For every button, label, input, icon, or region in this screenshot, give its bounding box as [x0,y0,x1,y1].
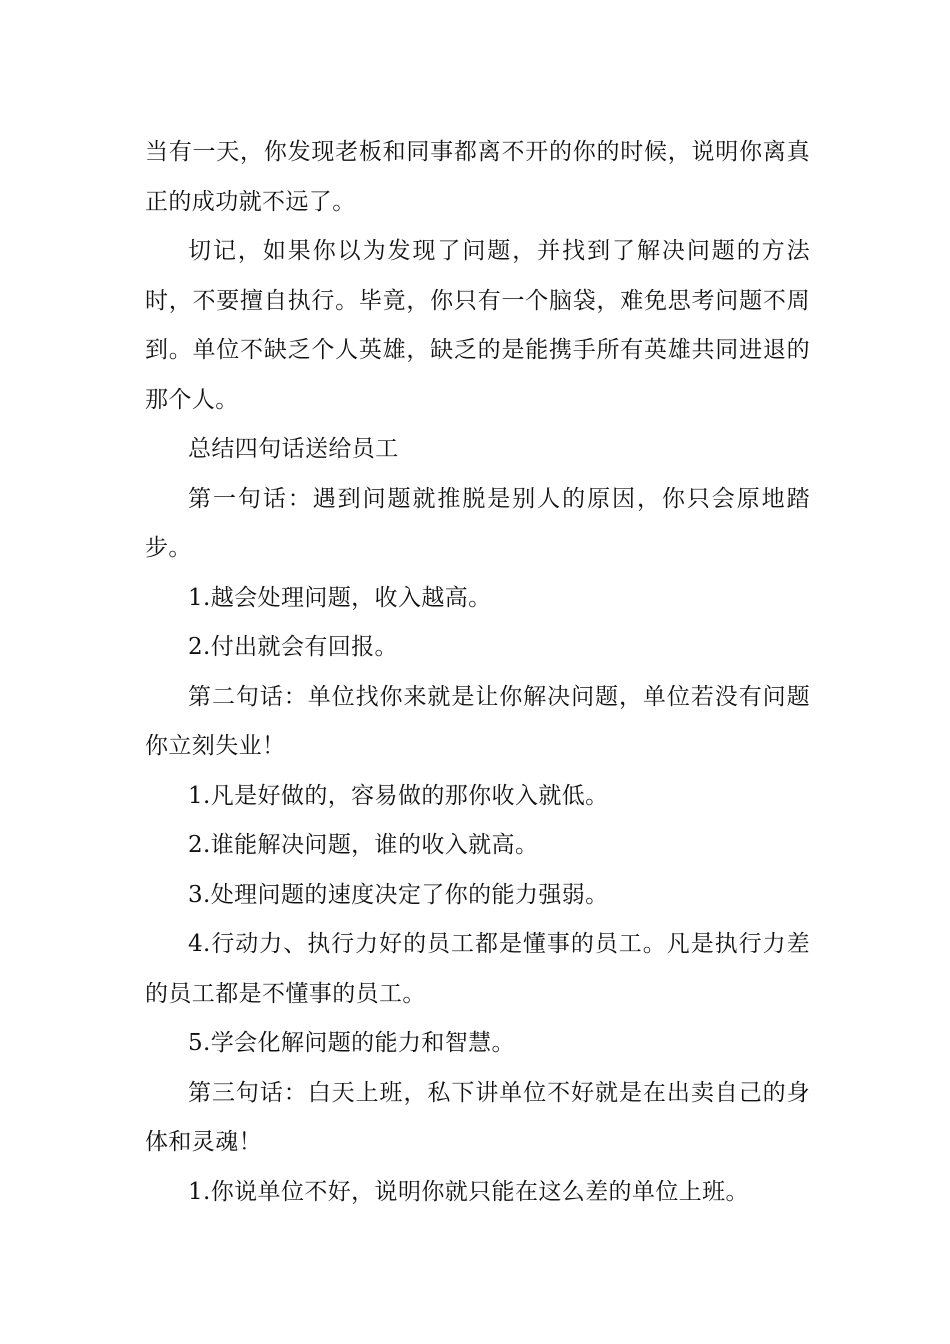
paragraph: 第二句话：单位找你来就是让你解决问题，单位若没有问题你立刻失业！ [145,683,810,759]
list-item: 2.付出就会有回报。 [188,634,398,660]
section-heading: 总结四句话送给员工 [188,436,399,462]
document-body [145,128,810,1217]
list-item: 1.越会处理问题，收入越高。 [188,584,492,611]
list-item: 5.学会化解问题的能力和智慧。 [188,1030,515,1056]
paragraph: 第三句话：白天上班，私下讲单位不好就是在出卖自己的身体和灵魂！ [145,1079,810,1155]
paragraph: 当有一天，你发现老板和同事都离不开的你的时候，说明你离真正的成功就不远了。 [145,139,810,215]
list-item: 4.行动力、执行力好的员工都是懂事的员工。凡是执行力差的员工都是不懂事的员工。 [145,931,810,1007]
paragraph: 切记，如果你以为发现了问题，并找到了解决问题的方法时，不要擅自执行。毕竟，你只有一个脑袋，难免思考问题不周到。单位不缺乏个人英雄，缺乏的是能携手所有英雄共同进退的那个人。 [145,238,810,413]
list-item: 1.你说单位不好，说明你就只能在这么差的单位上班。 [188,1178,749,1205]
paragraph: 第一句话：遇到问题就推脱是别人的原因，你只会原地踏步。 [145,485,810,561]
list-item: 1.凡是好做的，容易做的那你收入就低。 [188,782,609,809]
list-item: 2.谁能解决问题，谁的收入就高。 [188,832,539,858]
list-item: 3.处理问题的速度决定了你的能力强弱。 [188,881,609,908]
